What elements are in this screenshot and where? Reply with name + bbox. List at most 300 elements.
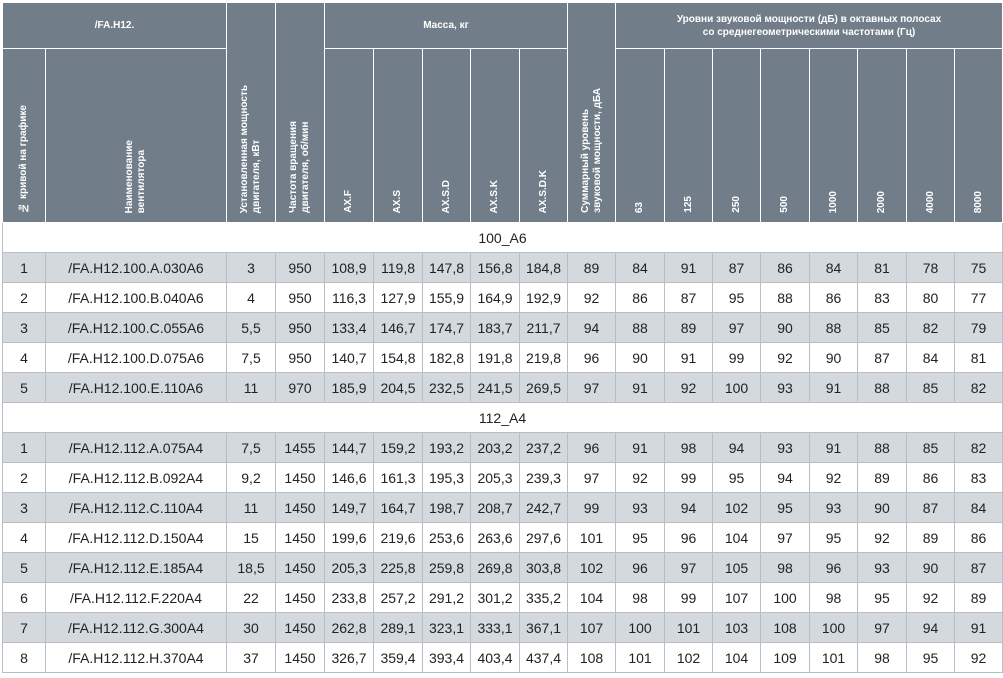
table-cell: 5 xyxy=(3,373,46,403)
table-cell: 1 xyxy=(3,253,46,283)
frequency-col-label: 4000 xyxy=(924,190,936,213)
series-label: /FA.H12. xyxy=(94,20,135,31)
table-cell: 239,3 xyxy=(520,463,568,493)
table-cell: 97 xyxy=(713,313,761,343)
table-cell: 96 xyxy=(568,433,616,463)
table-cell: 108 xyxy=(568,643,616,673)
section-row xyxy=(3,223,1003,253)
table-cell: 81 xyxy=(858,253,907,283)
table-cell: 98 xyxy=(810,583,858,613)
table-cell: 191,8 xyxy=(471,343,520,373)
table-cell: 102 xyxy=(713,493,761,523)
table-cell: 301,2 xyxy=(471,583,520,613)
table-cell: 99 xyxy=(713,343,761,373)
frequency-col-label: 500 xyxy=(779,196,790,213)
table-cell: 87 xyxy=(665,283,713,313)
table-cell: 1450 xyxy=(276,523,325,553)
table-cell: 95 xyxy=(713,463,761,493)
fan-name-cell: /FA.H12.100.A.030A6 xyxy=(46,253,227,283)
table-cell: 198,7 xyxy=(423,493,471,523)
table-cell: 90 xyxy=(616,343,665,373)
table-cell: 950 xyxy=(276,283,325,313)
table-row xyxy=(3,493,1003,523)
table-cell: 86 xyxy=(761,253,810,283)
table-cell: 5,5 xyxy=(227,313,276,343)
mass-col-header xyxy=(471,49,520,223)
table-cell: 92 xyxy=(955,643,1003,673)
frequency-col-header xyxy=(761,49,810,223)
fan-name-label-line2: вентилятора xyxy=(136,149,147,213)
table-cell: 146,7 xyxy=(374,313,423,343)
table-cell: 193,2 xyxy=(423,433,471,463)
table-cell: 90 xyxy=(761,313,810,343)
power-label-line1: Установленная мощность xyxy=(239,84,250,213)
fan-spec-table xyxy=(2,2,1003,673)
table-cell: 149,7 xyxy=(325,493,374,523)
table-cell: 203,2 xyxy=(471,433,520,463)
table-cell: 205,3 xyxy=(325,553,374,583)
table-cell: 104 xyxy=(568,583,616,613)
table-cell: 269,8 xyxy=(471,553,520,583)
frequency-col-header xyxy=(907,49,955,223)
table-cell: 326,7 xyxy=(325,643,374,673)
fan-name-cell: /FA.H12.100.B.040A6 xyxy=(46,283,227,313)
table-cell: 84 xyxy=(907,343,955,373)
table-cell: 88 xyxy=(761,283,810,313)
fan-name-label-line1: Наименование xyxy=(124,139,135,213)
table-cell: 92 xyxy=(568,283,616,313)
speed-label-line2: двигателя, об/мин xyxy=(300,121,311,213)
table-cell: 92 xyxy=(665,373,713,403)
table-row xyxy=(3,643,1003,673)
table-cell: 107 xyxy=(568,613,616,643)
frequency-col-header xyxy=(616,49,665,223)
mass-header xyxy=(325,3,568,49)
fan-name-cell: /FA.H12.112.H.370A4 xyxy=(46,643,227,673)
table-cell: 119,8 xyxy=(374,253,423,283)
table-cell: 1450 xyxy=(276,583,325,613)
frequency-col-label: 250 xyxy=(730,196,742,213)
mass-col-header xyxy=(374,49,423,223)
table-row xyxy=(3,613,1003,643)
table-cell: 104 xyxy=(713,523,761,553)
table-cell: 94 xyxy=(907,613,955,643)
table-cell: 95 xyxy=(907,643,955,673)
table-cell: 257,2 xyxy=(374,583,423,613)
total-label-line2: звуковой мощности, дБА xyxy=(591,88,603,213)
table-cell: 99 xyxy=(665,463,713,493)
section-title: 112_A4 xyxy=(3,403,1003,433)
table-cell: 88 xyxy=(858,433,907,463)
table-cell: 242,7 xyxy=(520,493,568,523)
table-cell: 89 xyxy=(665,313,713,343)
table-cell: 92 xyxy=(907,583,955,613)
table-cell: 1450 xyxy=(276,463,325,493)
table-cell: 4 xyxy=(3,523,46,553)
table-row xyxy=(3,253,1003,283)
table-cell: 89 xyxy=(858,463,907,493)
speed-label-line1: Частота вращения xyxy=(288,121,299,213)
fan-name-cell: /FA.H12.100.D.075A6 xyxy=(46,343,227,373)
table-cell: 91 xyxy=(616,433,665,463)
table-cell: 92 xyxy=(761,343,810,373)
table-cell: 88 xyxy=(616,313,665,343)
table-row xyxy=(3,373,1003,403)
table-cell: 950 xyxy=(276,313,325,343)
table-cell: 96 xyxy=(568,343,616,373)
table-cell: 367,1 xyxy=(520,613,568,643)
table-cell: 192,9 xyxy=(520,283,568,313)
table-cell: 91 xyxy=(616,373,665,403)
table-row xyxy=(3,343,1003,373)
table-cell: 98 xyxy=(761,553,810,583)
table-cell: 333,1 xyxy=(471,613,520,643)
table-cell: 100 xyxy=(761,583,810,613)
table-cell: 30 xyxy=(227,613,276,643)
table-cell: 22 xyxy=(227,583,276,613)
table-cell: 1450 xyxy=(276,493,325,523)
table-cell: 95 xyxy=(858,583,907,613)
table-cell: 89 xyxy=(568,253,616,283)
table-cell: 85 xyxy=(907,373,955,403)
table-cell: 93 xyxy=(810,493,858,523)
fan-name-header xyxy=(46,49,227,223)
table-cell: 37 xyxy=(227,643,276,673)
table-cell: 108 xyxy=(761,613,810,643)
table-cell: 403,4 xyxy=(471,643,520,673)
table-cell: 147,8 xyxy=(423,253,471,283)
table-cell: 82 xyxy=(955,373,1003,403)
table-cell: 94 xyxy=(713,433,761,463)
table-cell: 91 xyxy=(810,373,858,403)
table-cell: 92 xyxy=(616,463,665,493)
table-cell: 225,8 xyxy=(374,553,423,583)
table-cell: 146,6 xyxy=(325,463,374,493)
table-cell: 253,6 xyxy=(423,523,471,553)
table-cell: 105 xyxy=(713,553,761,583)
table-cell: 359,4 xyxy=(374,643,423,673)
table-cell: 2 xyxy=(3,463,46,493)
table-cell: 101 xyxy=(616,643,665,673)
table-cell: 85 xyxy=(907,433,955,463)
table-cell: 97 xyxy=(568,373,616,403)
table-cell: 100 xyxy=(713,373,761,403)
table-cell: 184,8 xyxy=(520,253,568,283)
table-cell: 94 xyxy=(665,493,713,523)
table-cell: 1450 xyxy=(276,553,325,583)
table-cell: 89 xyxy=(907,523,955,553)
table-cell: 18,5 xyxy=(227,553,276,583)
table-cell: 289,1 xyxy=(374,613,423,643)
mass-label: Масса, кг xyxy=(423,20,469,31)
table-cell: 164,9 xyxy=(471,283,520,313)
table-cell: 241,5 xyxy=(471,373,520,403)
table-cell: 88 xyxy=(810,313,858,343)
frequency-col-header xyxy=(810,49,858,223)
mass-col-header xyxy=(423,49,471,223)
frequency-col-header xyxy=(665,49,713,223)
table-cell: 205,3 xyxy=(471,463,520,493)
table-cell: 2 xyxy=(3,283,46,313)
table-cell: 97 xyxy=(858,613,907,643)
table-cell: 85 xyxy=(858,313,907,343)
fan-name-cell: /FA.H12.112.F.220A4 xyxy=(46,583,227,613)
fan-name-cell: /FA.H12.112.G.300A4 xyxy=(46,613,227,643)
table-cell: 82 xyxy=(955,433,1003,463)
table-cell: 3 xyxy=(3,493,46,523)
table-cell: 4 xyxy=(3,343,46,373)
table-cell: 97 xyxy=(761,523,810,553)
table-cell: 11 xyxy=(227,373,276,403)
table-cell: 91 xyxy=(955,613,1003,643)
frequency-col-label: 8000 xyxy=(972,190,984,213)
table-cell: 182,8 xyxy=(423,343,471,373)
table-cell: 84 xyxy=(810,253,858,283)
table-cell: 99 xyxy=(568,493,616,523)
table-cell: 174,7 xyxy=(423,313,471,343)
table-cell: 108,9 xyxy=(325,253,374,283)
curve-number-label: № кривой на графике xyxy=(18,105,29,213)
table-cell: 159,2 xyxy=(374,433,423,463)
table-cell: 1455 xyxy=(276,433,325,463)
table-cell: 95 xyxy=(761,493,810,523)
table-cell: 127,9 xyxy=(374,283,423,313)
table-cell: 79 xyxy=(955,313,1003,343)
table-cell: 90 xyxy=(858,493,907,523)
fan-name-cell: /FA.H12.112.C.110A4 xyxy=(46,493,227,523)
table-cell: 161,3 xyxy=(374,463,423,493)
table-cell: 88 xyxy=(858,373,907,403)
table-cell: 100 xyxy=(616,613,665,643)
table-cell: 89 xyxy=(955,583,1003,613)
table-cell: 81 xyxy=(955,343,1003,373)
table-cell: 97 xyxy=(568,463,616,493)
table-cell: 96 xyxy=(665,523,713,553)
speed-header xyxy=(276,3,325,223)
table-cell: 269,5 xyxy=(520,373,568,403)
table-cell: 140,7 xyxy=(325,343,374,373)
table-cell: 83 xyxy=(858,283,907,313)
table-cell: 154,8 xyxy=(374,343,423,373)
table-cell: 93 xyxy=(761,433,810,463)
table-cell: 156,8 xyxy=(471,253,520,283)
table-cell: 219,6 xyxy=(374,523,423,553)
table-cell: 208,7 xyxy=(471,493,520,523)
table-cell: 107 xyxy=(713,583,761,613)
table-cell: 297,6 xyxy=(520,523,568,553)
mass-col-label: AX.S.K xyxy=(489,179,500,213)
table-cell: 87 xyxy=(907,493,955,523)
table-cell: 104 xyxy=(713,643,761,673)
table-cell: 97 xyxy=(665,553,713,583)
table-cell: 183,7 xyxy=(471,313,520,343)
power-label-line2: двигателя, кВт xyxy=(251,139,262,213)
table-row xyxy=(3,583,1003,613)
table-row xyxy=(3,553,1003,583)
table-cell: 98 xyxy=(616,583,665,613)
table-cell: 3 xyxy=(227,253,276,283)
power-header xyxy=(227,3,276,223)
table-row xyxy=(3,463,1003,493)
table-cell: 93 xyxy=(616,493,665,523)
table-body xyxy=(3,223,1003,673)
table-cell: 80 xyxy=(907,283,955,313)
table-cell: 99 xyxy=(665,583,713,613)
table-cell: 185,9 xyxy=(325,373,374,403)
table-cell: 3 xyxy=(3,313,46,343)
table-cell: 393,4 xyxy=(423,643,471,673)
table-cell: 91 xyxy=(810,433,858,463)
table-cell: 96 xyxy=(810,553,858,583)
table-cell: 102 xyxy=(568,553,616,583)
table-cell: 98 xyxy=(665,433,713,463)
table-cell: 93 xyxy=(858,553,907,583)
table-cell: 7,5 xyxy=(227,343,276,373)
table-cell: 116,3 xyxy=(325,283,374,313)
table-cell: 92 xyxy=(810,463,858,493)
table-header xyxy=(3,3,1003,223)
frequency-col-label: 63 xyxy=(634,201,645,213)
table-cell: 86 xyxy=(810,283,858,313)
table-cell: 86 xyxy=(955,523,1003,553)
table-cell: 77 xyxy=(955,283,1003,313)
frequency-col-label: 2000 xyxy=(876,190,887,213)
mass-col-label: AX.S xyxy=(392,189,403,213)
table-cell: 195,3 xyxy=(423,463,471,493)
table-cell: 1450 xyxy=(276,613,325,643)
table-cell: 98 xyxy=(858,643,907,673)
table-cell: 101 xyxy=(568,523,616,553)
series-header xyxy=(3,3,227,49)
table-cell: 101 xyxy=(665,613,713,643)
sound-label-line2: со среднегеометрическими частотами (Гц) xyxy=(702,26,916,38)
table-cell: 86 xyxy=(907,463,955,493)
mass-col-header xyxy=(520,49,568,223)
curve-number-header xyxy=(3,49,46,223)
table-cell: 92 xyxy=(858,523,907,553)
table-row xyxy=(3,313,1003,343)
table-cell: 90 xyxy=(810,343,858,373)
table-cell: 211,7 xyxy=(520,313,568,343)
table-cell: 5 xyxy=(3,553,46,583)
table-cell: 323,1 xyxy=(423,613,471,643)
table-cell: 219,8 xyxy=(520,343,568,373)
table-cell: 9,2 xyxy=(227,463,276,493)
table-cell: 90 xyxy=(907,553,955,583)
table-cell: 100 xyxy=(810,613,858,643)
table-cell: 262,8 xyxy=(325,613,374,643)
table-cell: 94 xyxy=(568,313,616,343)
mass-col-header xyxy=(325,49,374,223)
total-sound-header xyxy=(568,3,616,223)
table-cell: 94 xyxy=(761,463,810,493)
table-cell: 82 xyxy=(907,313,955,343)
table-cell: 109 xyxy=(761,643,810,673)
table-cell: 15 xyxy=(227,523,276,553)
table-cell: 103 xyxy=(713,613,761,643)
fan-name-cell: /FA.H12.112.B.092A4 xyxy=(46,463,227,493)
table-cell: 93 xyxy=(761,373,810,403)
table-cell: 95 xyxy=(616,523,665,553)
table-cell: 87 xyxy=(955,553,1003,583)
table-cell: 96 xyxy=(616,553,665,583)
total-label-line1: Суммарный уровень xyxy=(579,109,591,213)
table-cell: 237,2 xyxy=(520,433,568,463)
fan-name-cell: /FA.H12.112.E.185A4 xyxy=(46,553,227,583)
table-cell: 87 xyxy=(713,253,761,283)
table-cell: 86 xyxy=(616,283,665,313)
fan-name-cell: /FA.H12.112.D.150A4 xyxy=(46,523,227,553)
table-cell: 8 xyxy=(3,643,46,673)
table-cell: 4 xyxy=(227,283,276,313)
table-cell: 75 xyxy=(955,253,1003,283)
table-row xyxy=(3,433,1003,463)
table-cell: 91 xyxy=(665,253,713,283)
mass-col-label: AX.S.D xyxy=(440,179,452,213)
sound-label-line1: Уровни звуковой мощности (дБ) в октавных полосах xyxy=(676,13,942,25)
table-cell: 7 xyxy=(3,613,46,643)
table-cell: 950 xyxy=(276,253,325,283)
table-cell: 164,7 xyxy=(374,493,423,523)
table-cell: 7,5 xyxy=(227,433,276,463)
table-cell: 1450 xyxy=(276,643,325,673)
frequency-col-label: 1000 xyxy=(827,190,839,213)
table-cell: 6 xyxy=(3,583,46,613)
table-cell: 303,8 xyxy=(520,553,568,583)
table-cell: 437,4 xyxy=(520,643,568,673)
table-row xyxy=(3,523,1003,553)
table-cell: 199,6 xyxy=(325,523,374,553)
table-row xyxy=(3,283,1003,313)
table-cell: 291,2 xyxy=(423,583,471,613)
table-cell: 84 xyxy=(616,253,665,283)
fan-name-cell: /FA.H12.100.C.055A6 xyxy=(46,313,227,343)
table-cell: 970 xyxy=(276,373,325,403)
table-cell: 233,8 xyxy=(325,583,374,613)
table-cell: 11 xyxy=(227,493,276,523)
fan-name-cell: /FA.H12.112.A.075A4 xyxy=(46,433,227,463)
table-cell: 335,2 xyxy=(520,583,568,613)
table-cell: 95 xyxy=(713,283,761,313)
table-cell: 91 xyxy=(665,343,713,373)
frequency-col-header xyxy=(955,49,1003,223)
section-row xyxy=(3,403,1003,433)
table-cell: 204,5 xyxy=(374,373,423,403)
table-cell: 83 xyxy=(955,463,1003,493)
section-title: 100_A6 xyxy=(3,223,1003,253)
frequency-col-header xyxy=(858,49,907,223)
table-cell: 87 xyxy=(858,343,907,373)
frequency-col-header xyxy=(713,49,761,223)
table-cell: 155,9 xyxy=(423,283,471,313)
table-cell: 78 xyxy=(907,253,955,283)
table-cell: 95 xyxy=(810,523,858,553)
table-cell: 950 xyxy=(276,343,325,373)
table-cell: 144,7 xyxy=(325,433,374,463)
table-cell: 101 xyxy=(810,643,858,673)
fan-name-cell: /FA.H12.100.E.110A6 xyxy=(46,373,227,403)
table-cell: 259,8 xyxy=(423,553,471,583)
table-cell: 102 xyxy=(665,643,713,673)
table-cell: 133,4 xyxy=(325,313,374,343)
table-cell: 84 xyxy=(955,493,1003,523)
table-cell: 232,5 xyxy=(423,373,471,403)
mass-col-label: AX.F xyxy=(343,190,354,213)
mass-col-label: AX.S.D.K xyxy=(537,169,549,213)
sound-power-header xyxy=(616,3,1003,49)
frequency-col-label: 125 xyxy=(682,196,694,213)
table-cell: 263,6 xyxy=(471,523,520,553)
